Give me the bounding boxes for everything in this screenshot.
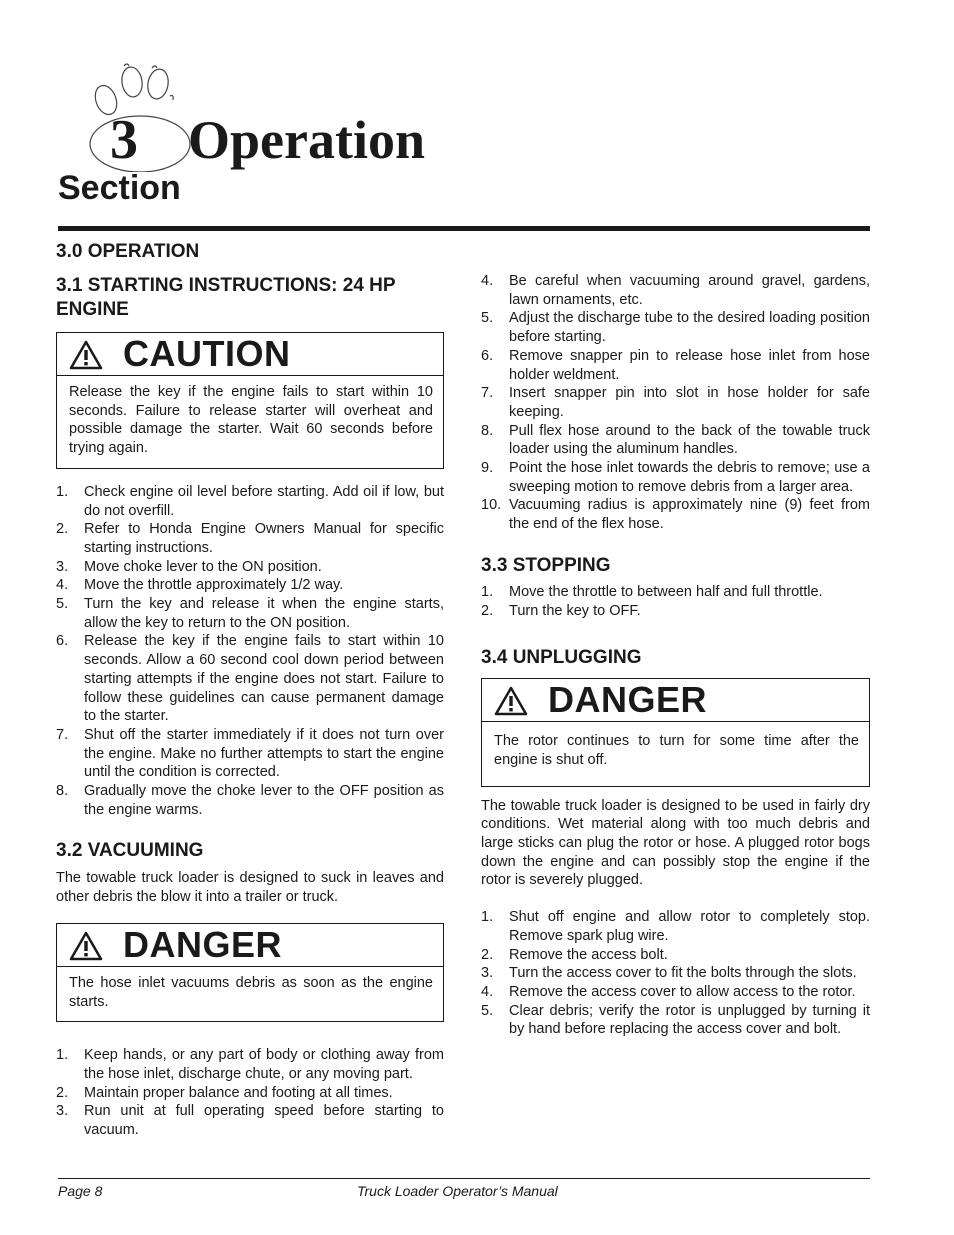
list-item: 2. Maintain proper balance and footing at all times. <box>56 1084 393 1101</box>
list-item: 8. Gradually move the choke lever to the OFF position as the engine warms. <box>56 783 444 818</box>
left-column <box>56 238 444 1140</box>
vacuuming-intro: The towable truck loader is designed to suck in leaves and other debris the blow it into a trailer or truck. <box>56 870 444 906</box>
section-number: 3 <box>110 109 138 171</box>
list-item: 7. Insert snapper pin into slot in hose holder for safe keeping. <box>481 385 870 420</box>
list-item: 1. Shut off engine and allow rotor to completely stop. Remove spark plug wire. <box>481 909 870 944</box>
danger-text: The hose inlet vacuums debris as soon as the engine starts. <box>69 974 433 1010</box>
heading-vacuuming: 3.2 VACUUMING <box>56 840 204 862</box>
section-title: Operation <box>188 110 425 170</box>
list-item: 10. Vacuuming radius is approximately nine (9) feet from the end of the flex hose. <box>481 497 870 533</box>
starting-steps-list <box>56 483 444 820</box>
list-item: 8. Pull flex hose around to the back of the towable truck loader using the aluminum handles. <box>481 422 870 458</box>
page-number: Page 8 <box>58 1183 103 1199</box>
list-item: 3. Move choke lever to the ON position. <box>56 558 322 575</box>
list-item: 6. Remove snapper pin to release hose inlet from hose holder weldment. <box>481 347 870 383</box>
header-rule <box>58 226 870 231</box>
list-item: 1. Keep hands, or any part of body or clothing away from the hose inlet, discharge chute, or any moving part. <box>56 1047 444 1082</box>
list-item: 4. Remove the access cover to allow access to the rotor. <box>481 983 856 1000</box>
list-item: 5. Clear debris; verify the rotor is unplugged by turning it by hand before replacing the access cover and bolt. <box>481 1002 870 1038</box>
danger-box-unplugging <box>481 678 870 786</box>
list-item: 4. Move the throttle approximately 1/2 way. <box>56 577 344 594</box>
list-item: 5. Turn the key and release it when the engine starts, allow the key to return to the ON position. <box>56 596 444 631</box>
caution-box <box>56 332 444 469</box>
list-item: 2. Remove the access bolt. <box>481 946 668 963</box>
warning-triangle-icon <box>494 686 528 716</box>
warning-triangle-icon <box>69 931 103 961</box>
vacuuming-steps-list <box>56 1046 444 1140</box>
list-item: 3. Run unit at full operating speed before starting to vacuum. <box>56 1103 444 1139</box>
heading-stopping: 3.3 STOPPING <box>481 554 611 576</box>
section-header <box>58 62 878 232</box>
right-column <box>481 272 870 1039</box>
list-item: 1. Check engine oil level before starting. Add oil if low, but do not overfill. <box>56 483 444 519</box>
unplugging-intro: The towable truck loader is designed to be used in fairly dry conditions. Wet material along with too much debris and large sticks can plug the rotor or hose. A plugged rotor bogs down the engine and can possibly stop the engine if the rotor is severely plugged. <box>481 797 870 889</box>
stopping-steps-list <box>481 583 870 620</box>
heading-unplugging: 3.4 UNPLUGGING <box>481 647 642 669</box>
list-item: 3. Turn the access cover to fit the bolts through the slots. <box>481 965 857 982</box>
list-item: 2. Refer to Honda Engine Owners Manual for specific starting instructions. <box>56 521 444 556</box>
heading-operation: 3.0 OPERATION <box>56 241 200 262</box>
manual-title: Truck Loader Operator’s Manual <box>357 1183 558 1199</box>
list-item: 9. Point the hose inlet towards the debris to remove; use a sweeping motion to remove debris from a larger area. <box>481 460 870 495</box>
caution-label: CAUTION <box>123 333 291 374</box>
caution-text: Release the key if the engine fails to start within 10 seconds. Failure to release starter will overheat and possible damage the starter. Wait 60 seconds before trying again. <box>69 384 433 457</box>
danger-label: DANGER <box>548 679 708 721</box>
caution-header <box>57 333 443 376</box>
section-label: Section <box>58 169 181 207</box>
danger-label: DANGER <box>123 923 283 965</box>
list-item: 4. Be careful when vacuuming around gravel, gardens, lawn ornaments, etc. <box>481 273 870 308</box>
danger-header <box>57 924 443 967</box>
list-item: 7. Shut off the starter immediately if it does not turn over the engine. Make no further attempts to start the engine until the condition is corrected. <box>56 726 444 781</box>
list-item: 5. Adjust the discharge tube to the desired loading position before starting. <box>481 310 870 346</box>
danger-header <box>482 679 869 722</box>
danger-text: The rotor continues to turn for some time after the engine is shut off. <box>494 733 859 768</box>
vacuuming-steps-continued-list <box>481 272 870 534</box>
heading-starting-instructions: 3.1 STARTING INSTRUCTIONS: 24 HP ENGINE <box>56 275 396 320</box>
list-item: 2. Turn the key to OFF. <box>481 602 641 619</box>
list-item: 6. Release the key if the engine fails to start within 10 seconds. Allow a 60 second cool down period between starting attempts if the engine does not start. Failure to follow these guidelines can cause permanent damage to the starter. <box>56 633 444 725</box>
unplugging-steps-list <box>481 908 870 1039</box>
danger-box-vacuuming <box>56 923 444 1022</box>
warning-triangle-icon <box>69 340 103 370</box>
footer-rule <box>58 1178 870 1179</box>
list-item: 1. Move the throttle to between half and full throttle. <box>481 583 823 600</box>
